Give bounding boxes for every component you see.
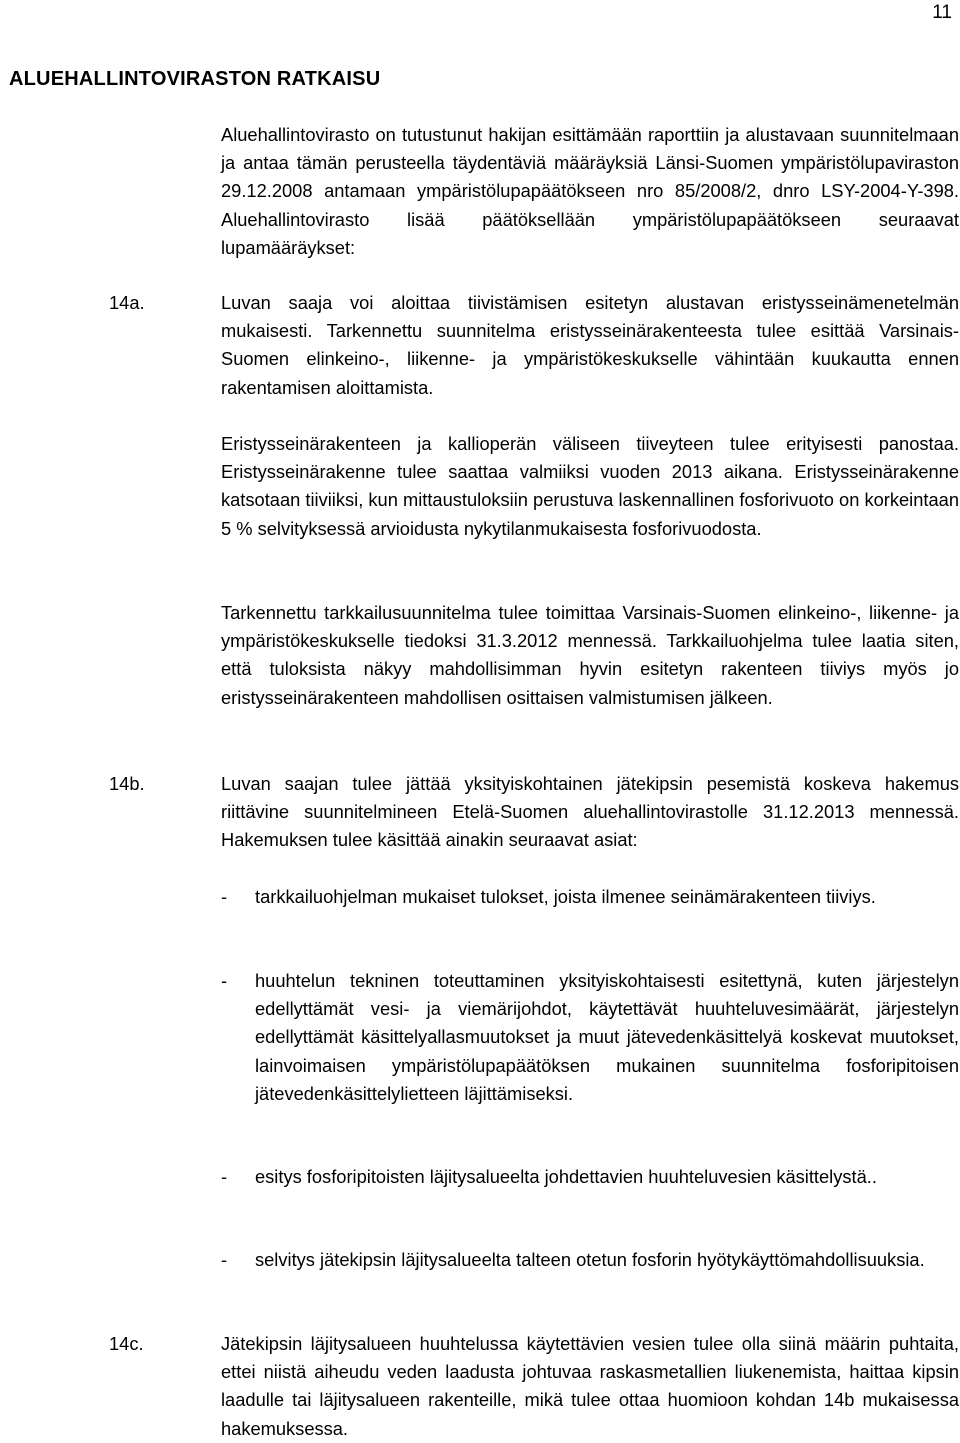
bullet-dash: - bbox=[221, 970, 228, 991]
item-14b-paragraph-1: Luvan saajan tulee jättää yksityiskohtainen jätekipsin pesemistä koskeva hakemus riittävine suunnitelmineen Etelä-Suomen aluehallintovirastolle 31.12.2013 mennessä. Hakemuksen tulee käsittää ainakin seuraavat asiat: bbox=[221, 773, 959, 851]
intro-paragraph: Aluehallintovirasto on tutustunut hakijan esittämään raporttiin ja alustavaan suunnitelmaan ja antaa tämän perusteella täydentäviä määräyksiä Länsi-Suomen ympäristölupaviraston 29.12.2008 antamaan ympäristölupapäätökseen nro 85/2008/2, dnro LSY-2004-Y-398. Aluehallintovirasto lisää päätöksellään ympäristölupapäätökseen seuraavat lupamääräykset: bbox=[221, 124, 959, 258]
bullet-dash: - bbox=[221, 1166, 228, 1187]
item-label-14a: 14a. bbox=[109, 292, 145, 313]
bullet-dash: - bbox=[221, 886, 228, 907]
bullet-text: huuhtelun tekninen toteuttaminen yksityiskohtaisesti esitettynä, kuten järjestelyn edellyttämät vesi- ja viemärijohdot, käytettävät huuhteluvesimäärät, järjestelyn edellyttämät käsittelyallasmuutokset ja muut jätevedenkäsittelyä koskevat muutokset, lainvoimaisen ympäristölupapäätöksen mukainen suunnitelma fosforipitoisen jätevedenkäsittelylietteen läjittämiseksi. bbox=[255, 970, 959, 1104]
item-14c-paragraph-1: Jätekipsin läjitysalueen huuhtelussa käytettävien vesien tulee olla siinä määrin puhtaita, ettei niistä aiheudu veden laadusta johtuvaa raskasmetallien liukenemista, haittaa kipsin laadulle tai läjitysalueen rakenteille, mikä tulee ottaa huomioon kohdan 14b mukaisessa hakemuksessa. bbox=[221, 1333, 959, 1439]
item-label-14c: 14c. bbox=[109, 1333, 144, 1354]
bullet-text: selvitys jätekipsin läjitysalueelta talteen otetun fosforin hyötykäyttömahdollisuuksia. bbox=[255, 1249, 925, 1270]
bullet-item bbox=[221, 883, 959, 911]
bullet-text: esitys fosforipitoisten läjitysalueelta johdettavien huuhteluvesien käsittelystä.. bbox=[255, 1166, 877, 1187]
page-number: 11 bbox=[932, 2, 952, 23]
item-label-14b: 14b. bbox=[109, 773, 145, 794]
bullet-item bbox=[221, 1163, 959, 1191]
bullet-text: tarkkailuohjelman mukaiset tulokset, joista ilmenee seinämärakenteen tiiviys. bbox=[255, 886, 876, 907]
item-14a-paragraph-3: Tarkennettu tarkkailusuunnitelma tulee toimittaa Varsinais-Suomen elinkeino-, liikenne- ja ympäristökeskukselle tiedoksi 31.3.2012 mennessä. Tarkkailuohjelma tulee laatia siten, että tuloksista näkyy mahdollisimman hyvin esitetyn rakenteen tiiviys myös jo eristysseinärakenteen mahdollisen osittaisen valmistumisen jälkeen. bbox=[221, 602, 959, 708]
bullet-dash: - bbox=[221, 1249, 228, 1270]
item-14a-paragraph-2: Eristysseinärakenteen ja kallioperän väliseen tiiveyteen tulee erityisesti panostaa. Eristysseinärakenne tulee saattaa valmiiksi vuoden 2013 aikana. Eristysseinärakenne katsotaan tiiviiksi, kun mittaustuloksiin perustuva laskennallinen fosforivuoto on korkeintaan 5 % selvityksessä arvioidusta nykytilanmukaisesta fosforivuodosta. bbox=[221, 433, 959, 539]
bullet-item bbox=[221, 967, 959, 1108]
bullet-item bbox=[221, 1246, 959, 1274]
item-14a-paragraph-1: Luvan saaja voi aloittaa tiivistämisen esitetyn alustavan eristysseinämenetelmän mukaisesti. Tarkennettu suunnitelma eristysseinärakenteesta tulee esittää Varsinais-Suomen elinkeino-, liikenne- ja ympäristökeskukselle vähintään kuukautta ennen rakentamisen aloittamista. bbox=[221, 292, 959, 398]
section-heading: ALUEHALLINTOVIRASTON RATKAISU bbox=[9, 68, 381, 90]
